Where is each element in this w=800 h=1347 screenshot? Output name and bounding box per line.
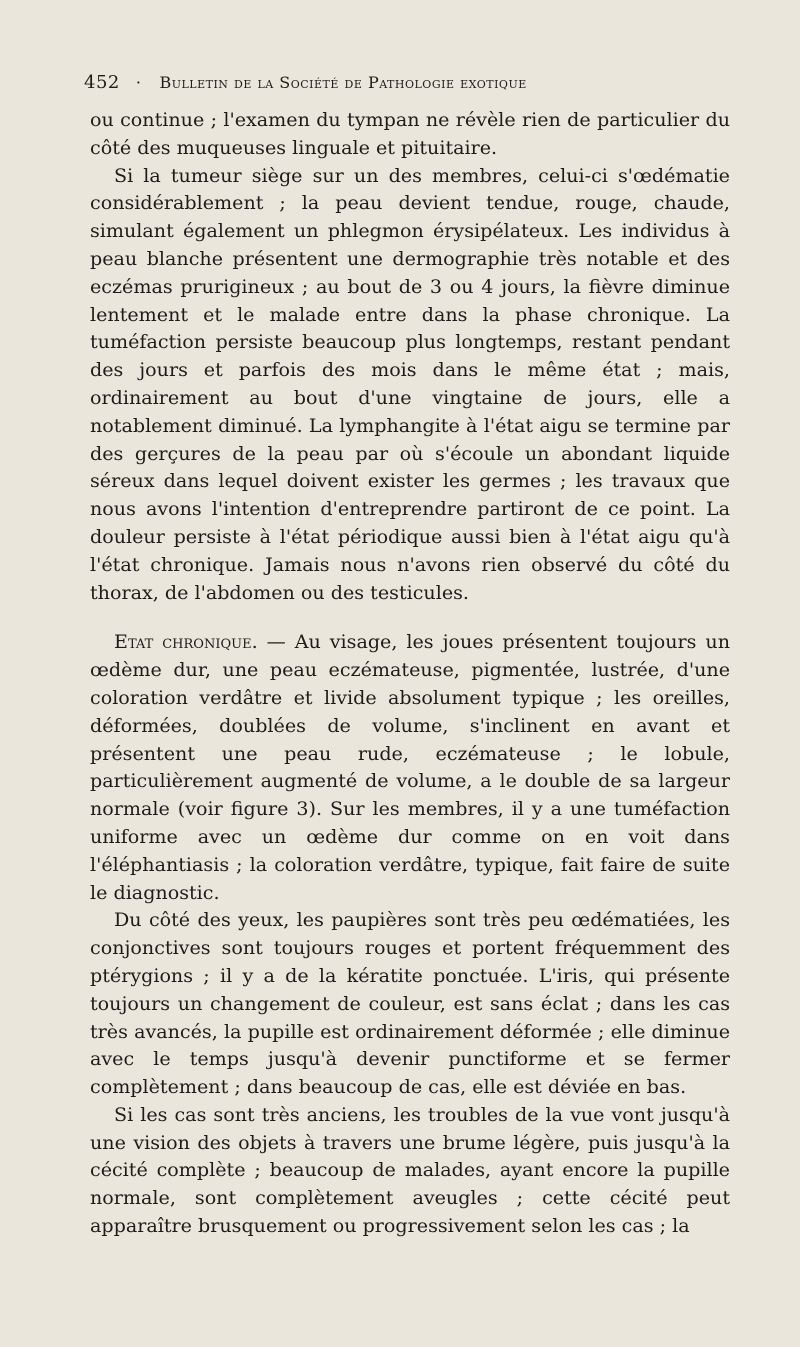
paragraph-member-swelling: Si la tumeur siège sur un des membres, celui-ci s'œdématie considérablement ; la peau devient tendue, rouge, chaude, simulant également un phlegmon érysipélateux. Les individus à peau blanche présentent une dermographie très notable et des eczémas prurigineux ; au bout de 3 ou 4 jours, la fièvre diminue lentement et le malade entre dans la phase chronique. La tuméfaction persiste beaucoup plus longtemps, restant pendant des jours et parfois des mois dans le même état ; mais, ordinairement au bout d'une vingtaine de jours, elle a notablement diminué. La lymphangite à l'état aigu se termine par des gerçures de la peau par où s'écoule un abondant liquide séreux dans lequel doivent exister les germes ; les travaux que nous avons l'intention d'entreprendre partiront de ce point. La douleur persiste à l'état périodique aussi bien à l'état aigu qu'à l'état chronique. Jamais nous n'avons rien observé du côté du thorax, de l'abdomen ou des testicules. (90, 163, 730, 604)
section-heading: Etat chronique. (114, 630, 258, 654)
body-text (90, 106, 730, 1240)
running-head-separator: · (135, 73, 142, 92)
section-chronic-state (90, 628, 730, 906)
section-first-paragraph: Au visage, les joues présentent toujours un œdème dur, une peau eczémateuse, pigmentée, lustrée, d'une coloration verdâtre et livide absolument typique ; les oreilles, déformées, doublées de volume, s'inclinent en avant et présentent une peau rude, eczémateuse ; le lobule, particulièrement augmenté de volume, a le double de sa largeur normale (voir figure 3). Sur les membres, il y a une tuméfaction uniforme avec un œdème dur comme on en voit dans l'éléphantiasis ; la coloration verdâtre, typique, fait faire de suite le diagnostic. (90, 630, 730, 904)
paragraph-vision: Si les cas sont très anciens, les troubles de la vue vont jusqu'à une vision des objets à travers une brume légère, puis jusqu'à la cécité complète ; beaucoup de malades, ayant encore la pupille normale, sont complètement aveugles ; cette cécité peut apparaître brusquement ou progressivement selon les cas ; la (90, 1102, 730, 1238)
paragraph-eyes: Du côté des yeux, les paupières sont très peu œdématiées, les conjonctives sont toujours rouges et portent fréquemment des ptérygions ; il y a de la kératite ponctuée. L'iris, qui présente toujours un changement de couleur, est sans éclat ; dans les cas très avancés, la pupille est ordinairement déformée ; elle diminue avec le temps jusqu'à devenir punctiforme et se fermer complètement ; dans beaucoup de cas, elle est déviée en bas. (90, 908, 730, 1099)
heading-dash: — (257, 630, 295, 654)
paragraph-continued: ou continue ; l'examen du tympan ne révèle rien de particulier du côté des muqueuses linguale et pituitaire. (90, 108, 730, 159)
running-head (84, 72, 730, 100)
journal-title: Bulletin de la Société de Pathologie exotique (159, 73, 527, 92)
page-number: 452 (84, 72, 120, 93)
